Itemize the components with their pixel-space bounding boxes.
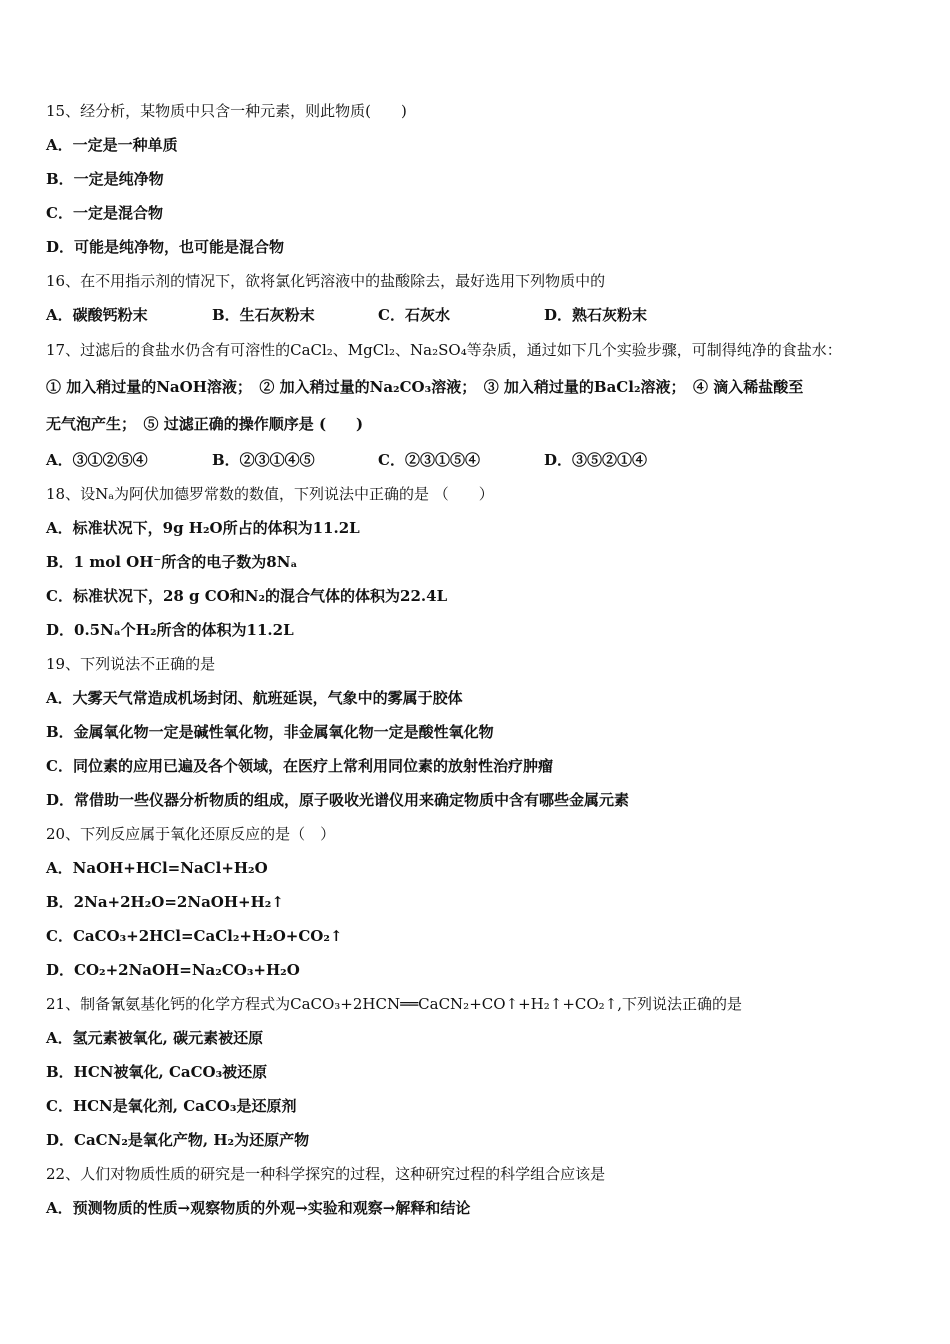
question-stem: 17、过滤后的食盐水仍含有可溶性的CaCl₂、MgCl₂、Na₂SO₄等杂质，通过如下几个实验步骤，可制得纯净的食盐水：: [46, 341, 842, 359]
option: C．标准状况下，28 g CO和N₂的混合气体的体积为22.4L: [46, 587, 448, 605]
option: B．一定是纯净物: [46, 170, 164, 188]
option: D．常借助一些仪器分析物质的组成，原子吸收光谱仪用来确定物质中含有哪些金属元素: [46, 791, 630, 809]
option: C．同位素的应用已遍及各个领域，在医疗上常利用同位素的放射性治疗肿瘤: [46, 757, 553, 775]
option: B．生石灰粉末: [212, 306, 315, 324]
option: C．HCN是氧化剂, CaCO₃是还原剂: [46, 1097, 297, 1115]
question-20: [46, 817, 926, 987]
question-stem: 16、在不用指示剂的情况下，欲将氯化钙溶液中的盐酸除去，最好选用下列物质中的: [46, 272, 606, 290]
option: B．②③①④⑤: [212, 451, 315, 469]
option: A．一定是一种单质: [46, 136, 178, 154]
option: C．②③①⑤④: [378, 451, 480, 469]
option: A．大雾天气常造成机场封闭、航班延误，气象中的雾属于胶体: [46, 689, 463, 707]
option: A．NaOH+HCl=NaCl+H₂O: [46, 859, 268, 877]
question-stem: 20、下列反应属于氧化还原反应的是（ ）: [46, 825, 336, 843]
option: A．③①②⑤④: [46, 451, 148, 469]
option: D．CaCN₂是氧化产物, H₂为还原产物: [46, 1131, 310, 1149]
question-22: [46, 1157, 926, 1225]
question-stem: ① 加入稍过量的NaOH溶液； ② 加入稍过量的Na₂CO₃溶液； ③ 加入稍过量的BaCl₂溶液； ④ 滴入稀盐酸至: [46, 378, 804, 396]
question-21: [46, 987, 926, 1157]
question-16: [46, 264, 926, 332]
option: C．CaCO₃+2HCl=CaCl₂+H₂O+CO₂↑: [46, 927, 343, 945]
option: B．HCN被氧化, CaCO₃被还原: [46, 1063, 268, 1081]
question-15: [46, 94, 926, 264]
option: A．预测物质的性质→观察物质的外观→实验和观察→解释和结论: [46, 1199, 471, 1217]
option: B．2Na+2H₂O=2NaOH+H₂↑: [46, 893, 284, 911]
option: D．熟石灰粉末: [544, 306, 648, 324]
options-row: [46, 443, 926, 477]
option: A．碳酸钙粉末: [46, 306, 148, 324]
question-list: [46, 94, 926, 1225]
option: C．石灰水: [378, 306, 450, 324]
question-stem: 19、下列说法不正确的是: [46, 655, 216, 673]
option: A．标准状况下，9g H₂O所占的体积为11.2L: [46, 519, 360, 537]
option: B．1 mol OH⁻所含的电子数为8Nₐ: [46, 553, 298, 571]
question-stem: 21、制备氰氨基化钙的化学方程式为CaCO₃+2HCN══CaCN₂+CO↑+H₂↑+CO₂↑,下列说法正确的是: [46, 995, 743, 1013]
question-18: [46, 477, 926, 647]
option: B．金属氧化物一定是碱性氧化物，非金属氧化物一定是酸性氧化物: [46, 723, 494, 741]
question-19: [46, 647, 926, 817]
option: D．③⑤②①④: [544, 451, 648, 469]
option: D．CO₂+2NaOH=Na₂CO₃+H₂O: [46, 961, 300, 979]
option: D．可能是纯净物，也可能是混合物: [46, 238, 285, 256]
question-17: [46, 332, 926, 477]
question-stem: 18、设Nₐ为阿伏加德罗常数的数值，下列说法中正确的是 （ ）: [46, 485, 494, 503]
option: C．一定是混合物: [46, 204, 163, 222]
option: A．氢元素被氧化, 碳元素被还原: [46, 1029, 264, 1047]
question-stem: 无气泡产生； ⑤ 过滤正确的操作顺序是 ( ): [46, 415, 364, 433]
options-row: [46, 298, 926, 332]
question-stem: 15、经分析，某物质中只含一种元素，则此物质( ): [46, 102, 407, 120]
question-stem: 22、人们对物质性质的研究是一种科学探究的过程，这种研究过程的科学组合应该是: [46, 1165, 606, 1183]
option: D．0.5Nₐ个H₂所含的体积为11.2L: [46, 621, 294, 639]
